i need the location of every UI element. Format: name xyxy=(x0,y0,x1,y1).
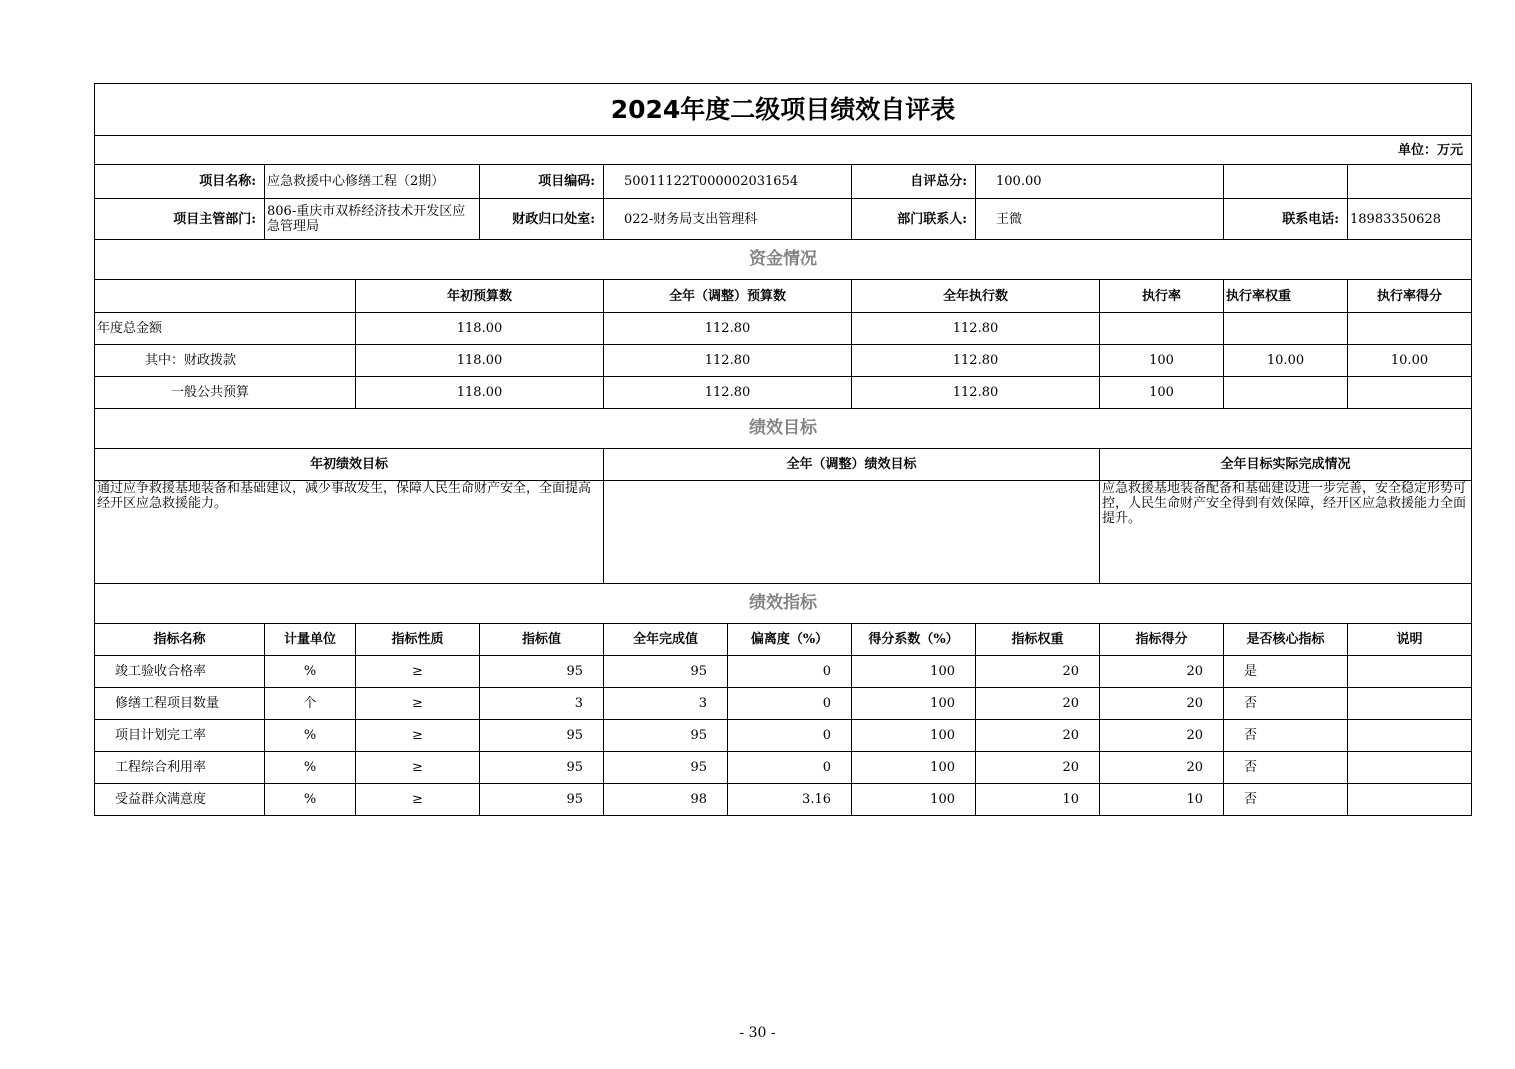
indicator-header: 计量单位 xyxy=(265,624,356,656)
goals-header: 全年目标实际完成情况 xyxy=(1100,449,1472,481)
evaluation-sheet xyxy=(94,83,1471,816)
indicator-weight: 10 xyxy=(976,784,1100,816)
indicator-deviation: 0 xyxy=(728,752,852,784)
indicator-value: 95 xyxy=(480,752,604,784)
indicator-unit: % xyxy=(265,752,356,784)
empty-cell xyxy=(1348,165,1472,199)
funds-header: 全年执行数 xyxy=(852,280,1100,313)
indicator-unit: 个 xyxy=(265,688,356,720)
funds-executed: 112.80 xyxy=(852,345,1100,377)
project-code-value: 50011122T000002031654 xyxy=(604,165,852,199)
indicator-name: 修缮工程项目数量 xyxy=(95,688,265,720)
indicator-nature: ≥ xyxy=(356,784,480,816)
initial-goal-text: 通过应争救援基地装备和基础建议，减少事故发生，保障人民生命财产安全，全面提高经开区应急救援能力。 xyxy=(95,481,604,584)
funds-executed: 112.80 xyxy=(852,377,1100,409)
funds-adjusted: 112.80 xyxy=(604,377,852,409)
indicator-nature: ≥ xyxy=(356,752,480,784)
indicator-actual: 98 xyxy=(604,784,728,816)
indicator-row xyxy=(95,752,1472,784)
actual-result-text: 应急救援基地装备配备和基础建设进一步完善，安全稳定形势可控，人民生命财产安全得到有效保障，经开区应急救援能力全面提升。 xyxy=(1100,481,1472,584)
indicator-header: 得分系数（%） xyxy=(852,624,976,656)
indicator-weight: 20 xyxy=(976,656,1100,688)
indicator-header: 说明 xyxy=(1348,624,1472,656)
dept-label: 项目主管部门: xyxy=(95,199,265,240)
funds-row xyxy=(95,313,1472,345)
indicator-name: 受益群众满意度 xyxy=(95,784,265,816)
evaluation-table xyxy=(94,83,1472,816)
indicator-note xyxy=(1348,656,1472,688)
indicator-score: 10 xyxy=(1100,784,1224,816)
indicator-coef: 100 xyxy=(852,656,976,688)
phone-value: 18983350628 xyxy=(1348,199,1472,240)
indicator-core: 是 xyxy=(1224,656,1348,688)
indicator-weight: 20 xyxy=(976,752,1100,784)
indicator-nature: ≥ xyxy=(356,688,480,720)
funds-section-title: 资金情况 xyxy=(95,240,1472,280)
goals-section-title: 绩效目标 xyxy=(95,409,1472,449)
indicator-actual: 95 xyxy=(604,656,728,688)
indicator-unit: % xyxy=(265,720,356,752)
funds-rate xyxy=(1100,313,1224,345)
indicator-score: 20 xyxy=(1100,688,1224,720)
indicator-header: 指标名称 xyxy=(95,624,265,656)
funds-header-blank xyxy=(95,280,356,313)
project-name-label: 项目名称: xyxy=(95,165,265,199)
indicator-unit: % xyxy=(265,784,356,816)
indicator-core: 否 xyxy=(1224,688,1348,720)
indicator-deviation: 0 xyxy=(728,656,852,688)
indicators-section-title: 绩效指标 xyxy=(95,584,1472,624)
indicator-nature: ≥ xyxy=(356,720,480,752)
indicator-actual: 95 xyxy=(604,752,728,784)
indicator-row xyxy=(95,688,1472,720)
indicator-deviation: 3.16 xyxy=(728,784,852,816)
indicator-score: 20 xyxy=(1100,720,1224,752)
finance-label: 财政归口处室: xyxy=(480,199,604,240)
project-code-label: 项目编码: xyxy=(480,165,604,199)
funds-budget: 118.00 xyxy=(356,345,604,377)
indicator-core: 否 xyxy=(1224,752,1348,784)
finance-value: 022-财务局支出管理科 xyxy=(604,199,852,240)
indicator-coef: 100 xyxy=(852,784,976,816)
indicator-value: 3 xyxy=(480,688,604,720)
indicator-coef: 100 xyxy=(852,752,976,784)
phone-label: 联系电话: xyxy=(1224,199,1348,240)
funds-header: 执行率得分 xyxy=(1348,280,1472,313)
indicator-header: 是否核心指标 xyxy=(1224,624,1348,656)
indicator-note xyxy=(1348,752,1472,784)
indicator-note xyxy=(1348,688,1472,720)
funds-score xyxy=(1348,377,1472,409)
indicator-coef: 100 xyxy=(852,688,976,720)
indicator-coef: 100 xyxy=(852,720,976,752)
funds-weight: 10.00 xyxy=(1224,345,1348,377)
indicator-name: 竣工验收合格率 xyxy=(95,656,265,688)
funds-score xyxy=(1348,313,1472,345)
indicator-actual: 3 xyxy=(604,688,728,720)
funds-header: 执行率权重 xyxy=(1224,280,1348,313)
funds-row-name: 其中：财政拨款 xyxy=(95,345,356,377)
indicator-nature: ≥ xyxy=(356,656,480,688)
funds-row xyxy=(95,345,1472,377)
funds-budget: 118.00 xyxy=(356,377,604,409)
indicator-weight: 20 xyxy=(976,688,1100,720)
contact-value: 王微 xyxy=(976,199,1224,240)
funds-rate: 100 xyxy=(1100,377,1224,409)
funds-budget: 118.00 xyxy=(356,313,604,345)
indicator-score: 20 xyxy=(1100,656,1224,688)
goals-header: 全年（调整）绩效目标 xyxy=(604,449,1100,481)
score-label: 自评总分: xyxy=(852,165,976,199)
dept-value: 806-重庆市双桥经济技术开发区应急管理局 xyxy=(265,199,480,240)
funds-row xyxy=(95,377,1472,409)
indicator-name: 项目计划完工率 xyxy=(95,720,265,752)
indicator-score: 20 xyxy=(1100,752,1224,784)
indicator-note xyxy=(1348,784,1472,816)
contact-label: 部门联系人: xyxy=(852,199,976,240)
score-value: 100.00 xyxy=(976,165,1224,199)
indicator-header: 指标值 xyxy=(480,624,604,656)
funds-row-name: 年度总金额 xyxy=(95,313,356,345)
funds-weight xyxy=(1224,313,1348,345)
indicator-value: 95 xyxy=(480,656,604,688)
indicator-core: 否 xyxy=(1224,784,1348,816)
indicator-header: 指标得分 xyxy=(1100,624,1224,656)
indicator-weight: 20 xyxy=(976,720,1100,752)
indicator-header: 指标权重 xyxy=(976,624,1100,656)
indicator-row xyxy=(95,656,1472,688)
funds-adjusted: 112.80 xyxy=(604,345,852,377)
funds-weight xyxy=(1224,377,1348,409)
adjusted-goal-text xyxy=(604,481,1100,584)
indicator-value: 95 xyxy=(480,784,604,816)
page-title: 2024年度二级项目绩效自评表 xyxy=(95,84,1472,136)
goals-header: 年初绩效目标 xyxy=(95,449,604,481)
indicator-deviation: 0 xyxy=(728,688,852,720)
indicator-note xyxy=(1348,720,1472,752)
funds-header: 执行率 xyxy=(1100,280,1224,313)
page-number: - 30 - xyxy=(739,1025,776,1041)
indicator-row xyxy=(95,784,1472,816)
funds-score: 10.00 xyxy=(1348,345,1472,377)
unit-label: 单位：万元 xyxy=(95,136,1472,165)
indicator-header: 偏离度（%） xyxy=(728,624,852,656)
funds-adjusted: 112.80 xyxy=(604,313,852,345)
funds-header: 全年（调整）预算数 xyxy=(604,280,852,313)
indicator-deviation: 0 xyxy=(728,720,852,752)
project-name-value: 应急救援中心修缮工程（2期） xyxy=(265,165,480,199)
indicator-value: 95 xyxy=(480,720,604,752)
funds-row-name: 一般公共预算 xyxy=(95,377,356,409)
funds-executed: 112.80 xyxy=(852,313,1100,345)
funds-header: 年初预算数 xyxy=(356,280,604,313)
empty-cell xyxy=(1224,165,1348,199)
indicator-actual: 95 xyxy=(604,720,728,752)
indicator-header: 全年完成值 xyxy=(604,624,728,656)
indicator-header: 指标性质 xyxy=(356,624,480,656)
indicator-core: 否 xyxy=(1224,720,1348,752)
indicator-row xyxy=(95,720,1472,752)
indicator-unit: % xyxy=(265,656,356,688)
indicator-name: 工程综合利用率 xyxy=(95,752,265,784)
funds-rate: 100 xyxy=(1100,345,1224,377)
